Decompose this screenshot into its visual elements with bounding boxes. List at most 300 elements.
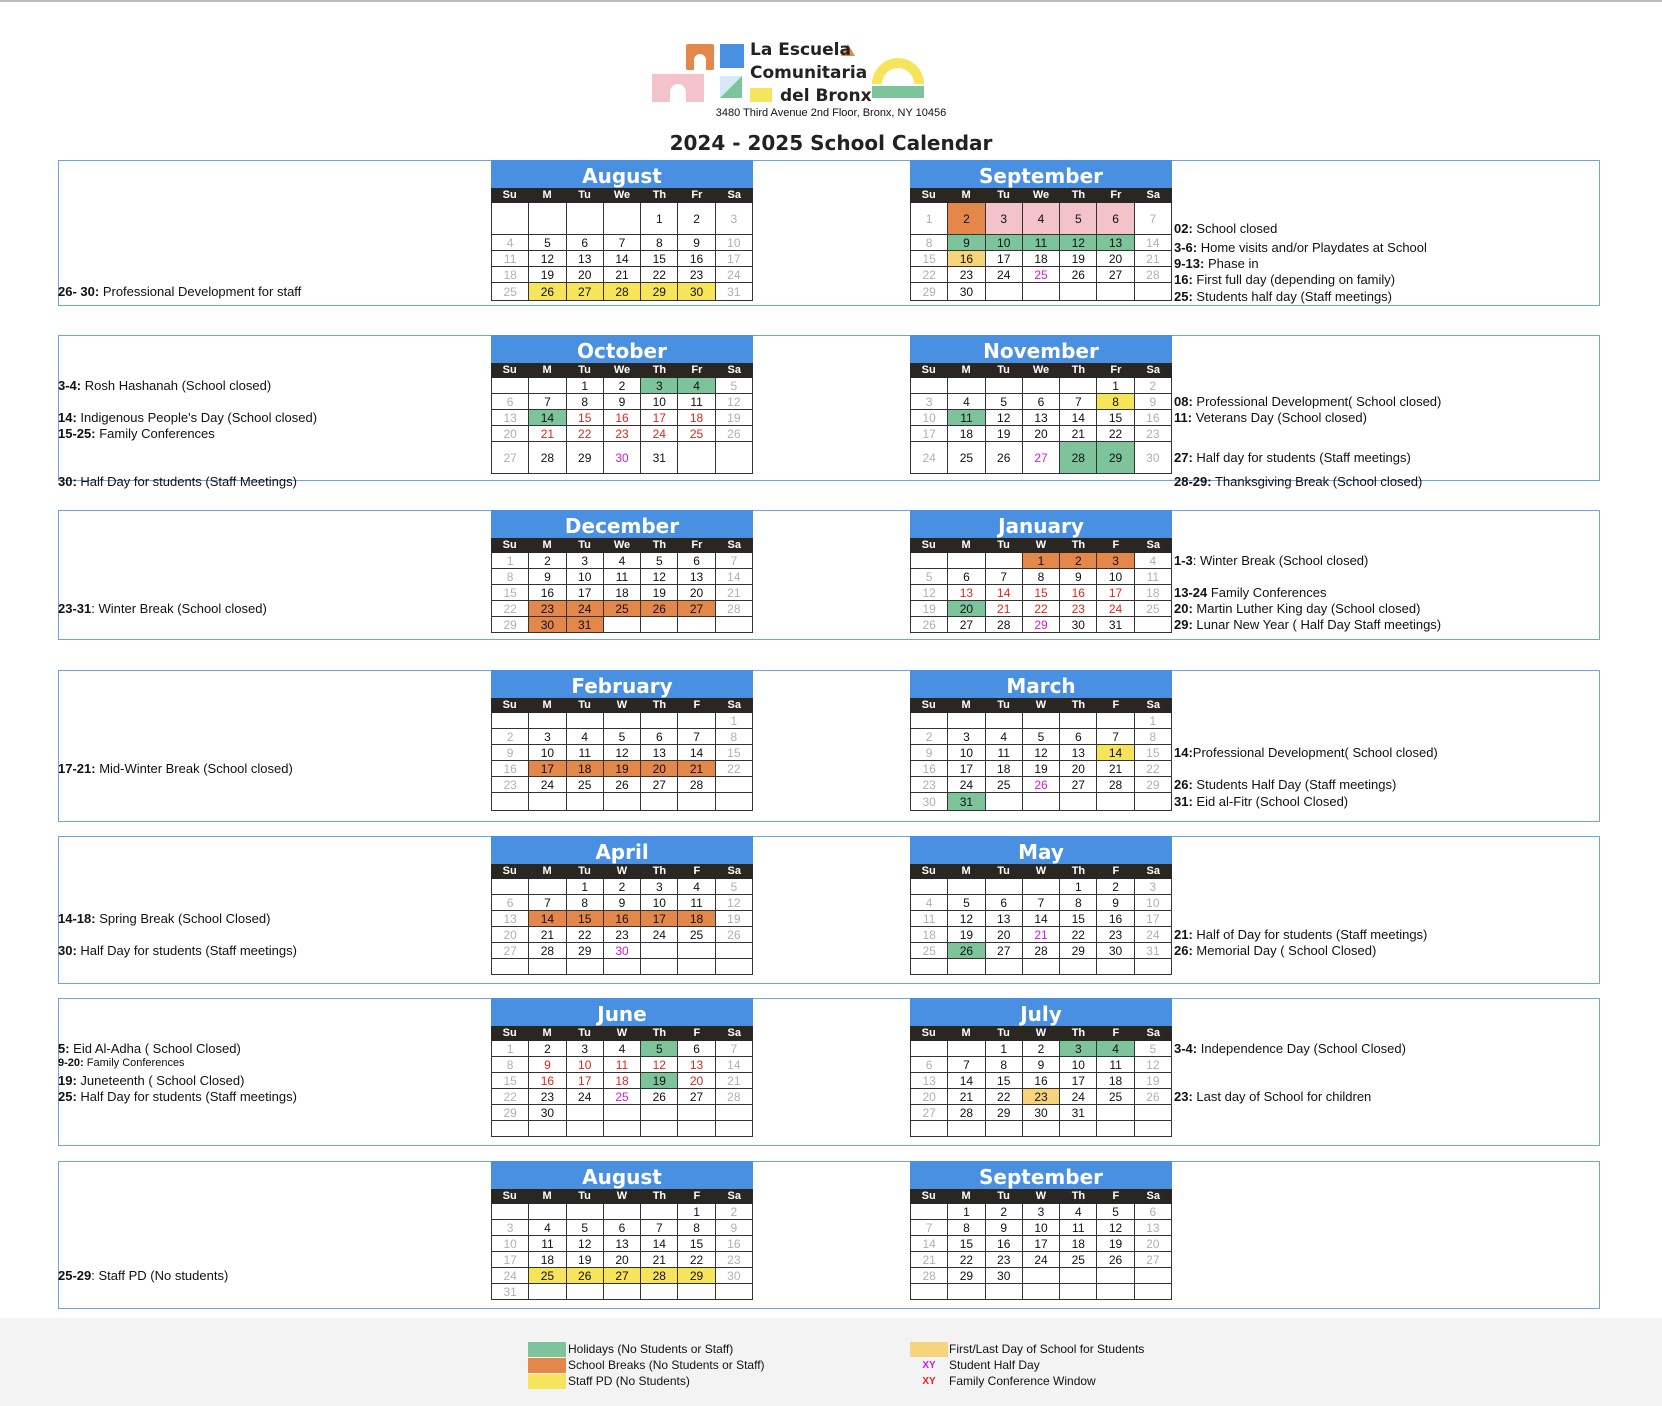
calendar-note bbox=[58, 426, 215, 441]
weekday-label: Sa bbox=[727, 865, 741, 877]
month-calendar bbox=[910, 670, 1172, 811]
day-cell: 17 bbox=[492, 1252, 529, 1268]
day-cell: 30 bbox=[911, 793, 948, 811]
day-cell bbox=[1060, 1284, 1097, 1300]
day-cell bbox=[1060, 1121, 1097, 1137]
day-cell: 13 bbox=[986, 911, 1023, 927]
note-date-range: 14: bbox=[1174, 745, 1193, 760]
day-cell: 2 bbox=[948, 203, 985, 235]
note-date-range: 30: bbox=[58, 943, 77, 958]
legend-firstlast-swatch bbox=[910, 1342, 948, 1357]
day-cell bbox=[641, 1121, 678, 1137]
calendar-note bbox=[1174, 410, 1367, 425]
weekday-label: W bbox=[616, 865, 628, 877]
day-cell: 24 bbox=[1097, 601, 1134, 617]
day-cell bbox=[716, 793, 753, 811]
day-cell: 8 bbox=[567, 895, 604, 911]
note-date-range: 5: bbox=[58, 1041, 70, 1056]
day-cell: 4 bbox=[604, 1041, 641, 1057]
day-cell: 10 bbox=[1023, 1220, 1060, 1236]
day-cell: 18 bbox=[678, 410, 715, 426]
note-date-range: 3-4: bbox=[58, 378, 82, 393]
day-cell: 17 bbox=[716, 251, 753, 267]
calendar-note bbox=[58, 1089, 297, 1104]
day-cell bbox=[641, 1105, 678, 1121]
day-cell bbox=[1097, 283, 1134, 301]
day-cell: 30 bbox=[529, 617, 566, 633]
weekday-label: Su bbox=[921, 699, 936, 711]
day-cell: 4 bbox=[529, 1220, 566, 1236]
day-cell: 2 bbox=[492, 729, 529, 745]
note-date-range: 23-31 bbox=[58, 601, 92, 616]
weekday-label: Th bbox=[652, 699, 667, 711]
weekday-label: Tu bbox=[578, 189, 591, 201]
day-cell: 20 bbox=[986, 927, 1023, 943]
day-cell: 29 bbox=[1097, 442, 1134, 474]
day-cell: 31 bbox=[492, 1284, 529, 1300]
note-description: Home visits and/or Playdates at School bbox=[1197, 239, 1427, 255]
day-cell: 24 bbox=[1135, 927, 1172, 943]
weekday-label: Sa bbox=[727, 189, 741, 201]
note-date-range: 02: bbox=[1174, 220, 1193, 236]
day-cell: 2 bbox=[604, 879, 641, 895]
day-cell: 11 bbox=[567, 745, 604, 761]
weekday-label: Fr bbox=[691, 364, 703, 376]
day-grid bbox=[910, 1204, 1172, 1300]
day-cell: 4 bbox=[1060, 1204, 1097, 1220]
day-cell: 22 bbox=[1097, 426, 1134, 442]
weekday-label: F bbox=[693, 1190, 701, 1202]
day-cell: 19 bbox=[604, 761, 641, 777]
day-cell: 11 bbox=[911, 911, 948, 927]
day-cell: 5 bbox=[529, 235, 566, 251]
day-cell: 14 bbox=[716, 1057, 753, 1073]
day-cell: 3 bbox=[911, 394, 948, 410]
calendar-note bbox=[58, 378, 271, 393]
weekday-label: Tu bbox=[997, 364, 1010, 376]
day-cell: 25 bbox=[911, 943, 948, 959]
day-cell: 6 bbox=[567, 235, 604, 251]
weekday-label: Th bbox=[1071, 364, 1086, 376]
note-date-range: 28-29: bbox=[1174, 474, 1212, 489]
day-cell: 12 bbox=[1023, 745, 1060, 761]
day-cell: 31 bbox=[1097, 617, 1134, 633]
month-calendar bbox=[491, 836, 753, 975]
day-cell: 21 bbox=[1097, 761, 1134, 777]
note-date-range: 15-25: bbox=[58, 426, 96, 441]
logo-orange-arch-icon bbox=[686, 44, 714, 70]
day-cell: 17 bbox=[986, 251, 1023, 267]
day-cell: 16 bbox=[986, 1236, 1023, 1252]
day-cell: 25 bbox=[492, 283, 529, 301]
day-cell: 3 bbox=[529, 729, 566, 745]
weekday-label: Tu bbox=[578, 539, 591, 551]
day-cell: 12 bbox=[986, 410, 1023, 426]
day-cell bbox=[492, 879, 529, 895]
day-cell: 19 bbox=[716, 911, 753, 927]
month-calendar bbox=[910, 836, 1172, 975]
weekday-label: M bbox=[961, 189, 971, 201]
weekday-label: Tu bbox=[997, 539, 1010, 551]
note-description: School closed bbox=[1192, 220, 1278, 236]
weekday-label: Th bbox=[652, 539, 667, 551]
day-cell: 24 bbox=[641, 927, 678, 943]
day-cell: 4 bbox=[948, 394, 985, 410]
day-cell: 1 bbox=[1135, 713, 1172, 729]
weekday-label: M bbox=[961, 1190, 971, 1202]
day-cell: 3 bbox=[641, 378, 678, 394]
day-cell: 29 bbox=[1135, 777, 1172, 793]
weekday-label: Sa bbox=[727, 1027, 741, 1039]
day-cell: 14 bbox=[948, 1073, 985, 1089]
day-cell: 9 bbox=[911, 745, 948, 761]
day-cell: 9 bbox=[492, 745, 529, 761]
day-cell: 31 bbox=[716, 283, 753, 301]
day-cell: 24 bbox=[492, 1268, 529, 1284]
day-cell: 12 bbox=[641, 569, 678, 585]
day-cell: 23 bbox=[492, 777, 529, 793]
day-cell: 8 bbox=[492, 569, 529, 585]
day-cell: 14 bbox=[529, 911, 566, 927]
day-cell: 23 bbox=[1060, 601, 1097, 617]
day-cell: 28 bbox=[911, 1268, 948, 1284]
day-cell: 20 bbox=[948, 601, 985, 617]
weekday-label: Tu bbox=[997, 1027, 1010, 1039]
day-cell: 28 bbox=[641, 1268, 678, 1284]
day-cell bbox=[1060, 713, 1097, 729]
day-cell: 10 bbox=[641, 394, 678, 410]
day-cell: 26 bbox=[1135, 1089, 1172, 1105]
day-cell: 10 bbox=[948, 745, 985, 761]
day-cell: 23 bbox=[529, 601, 566, 617]
day-cell bbox=[678, 442, 715, 474]
day-grid bbox=[491, 203, 753, 301]
day-cell: 22 bbox=[716, 761, 753, 777]
day-cell: 12 bbox=[604, 745, 641, 761]
day-cell: 15 bbox=[641, 251, 678, 267]
weekday-header bbox=[910, 1026, 1172, 1041]
day-cell: 9 bbox=[948, 235, 985, 251]
day-cell: 9 bbox=[529, 569, 566, 585]
day-cell bbox=[986, 713, 1023, 729]
note-description: Veterans Day (School closed) bbox=[1192, 410, 1367, 425]
day-cell: 10 bbox=[529, 745, 566, 761]
day-cell: 17 bbox=[1023, 1236, 1060, 1252]
day-cell: 18 bbox=[492, 267, 529, 283]
day-cell bbox=[604, 1121, 641, 1137]
day-cell: 26 bbox=[986, 442, 1023, 474]
calendar-note bbox=[1174, 745, 1438, 760]
day-cell: 7 bbox=[604, 235, 641, 251]
note-description: Half Day for students (Staff meetings) bbox=[76, 943, 297, 958]
weekday-label: Th bbox=[652, 189, 667, 201]
weekday-label: Tu bbox=[997, 1190, 1010, 1202]
day-cell: 29 bbox=[492, 617, 529, 633]
day-cell: 19 bbox=[716, 410, 753, 426]
day-cell: 26 bbox=[1097, 1252, 1134, 1268]
day-cell: 9 bbox=[604, 895, 641, 911]
day-cell: 4 bbox=[1023, 203, 1060, 235]
day-cell: 22 bbox=[911, 267, 948, 283]
day-cell: 8 bbox=[1135, 729, 1172, 745]
day-cell: 20 bbox=[1060, 761, 1097, 777]
day-cell: 21 bbox=[678, 761, 715, 777]
day-cell bbox=[986, 283, 1023, 301]
day-cell: 7 bbox=[948, 1057, 985, 1073]
day-cell: 8 bbox=[1023, 569, 1060, 585]
calendar-section bbox=[58, 998, 1600, 1146]
weekday-label: Sa bbox=[727, 539, 741, 551]
calendar-note bbox=[1174, 289, 1392, 304]
day-cell: 29 bbox=[641, 283, 678, 301]
weekday-label: Sa bbox=[727, 364, 741, 376]
day-cell: 19 bbox=[1135, 1073, 1172, 1089]
day-cell: 13 bbox=[1060, 745, 1097, 761]
day-cell: 27 bbox=[948, 617, 985, 633]
day-cell: 23 bbox=[948, 267, 985, 283]
day-cell: 13 bbox=[678, 569, 715, 585]
note-description: Independence Day (School Closed) bbox=[1197, 1041, 1406, 1056]
day-cell: 18 bbox=[948, 426, 985, 442]
day-cell: 31 bbox=[1060, 1105, 1097, 1121]
day-cell: 30 bbox=[716, 1268, 753, 1284]
weekday-label: M bbox=[542, 539, 552, 551]
day-cell: 17 bbox=[948, 761, 985, 777]
weekday-label: We bbox=[613, 364, 631, 376]
day-cell: 20 bbox=[567, 267, 604, 283]
month-title: October bbox=[491, 335, 753, 363]
day-cell: 15 bbox=[492, 585, 529, 601]
weekday-label: Tu bbox=[997, 699, 1010, 711]
day-cell: 1 bbox=[716, 713, 753, 729]
note-date-range: 14: bbox=[58, 410, 77, 425]
day-cell: 6 bbox=[492, 394, 529, 410]
weekday-label: Th bbox=[652, 364, 667, 376]
day-cell: 14 bbox=[1097, 745, 1134, 761]
day-cell: 30 bbox=[604, 943, 641, 959]
calendar-note bbox=[58, 943, 297, 958]
day-cell: 4 bbox=[492, 235, 529, 251]
day-cell bbox=[716, 617, 753, 633]
weekday-label: M bbox=[961, 1027, 971, 1039]
legend-holiday-swatch bbox=[528, 1342, 566, 1357]
legend-break-label: School Breaks (No Students or Staff) bbox=[568, 1358, 765, 1372]
note-description: Eid Al-Adha ( School Closed) bbox=[69, 1041, 241, 1056]
day-cell: 29 bbox=[986, 1105, 1023, 1121]
weekday-label: F bbox=[1112, 539, 1120, 551]
day-cell bbox=[529, 713, 566, 729]
note-date-range: 17-21: bbox=[58, 761, 96, 776]
day-cell: 3 bbox=[641, 879, 678, 895]
day-cell: 28 bbox=[1097, 777, 1134, 793]
day-cell: 13 bbox=[1135, 1220, 1172, 1236]
day-cell: 9 bbox=[678, 235, 715, 251]
day-cell bbox=[1135, 1121, 1172, 1137]
weekday-label: W bbox=[616, 1190, 628, 1202]
weekday-header bbox=[491, 188, 753, 203]
weekday-label: Sa bbox=[1146, 1027, 1160, 1039]
school-logo bbox=[688, 42, 978, 108]
day-cell bbox=[529, 1121, 566, 1137]
day-cell bbox=[986, 879, 1023, 895]
day-cell: 3 bbox=[948, 729, 985, 745]
weekday-label: Su bbox=[921, 1027, 936, 1039]
day-cell bbox=[1023, 378, 1060, 394]
day-cell: 22 bbox=[1060, 927, 1097, 943]
note-description: Juneteenth ( School Closed) bbox=[76, 1073, 245, 1088]
logo-line-1: La Escuela bbox=[750, 40, 851, 60]
day-cell: 18 bbox=[529, 1252, 566, 1268]
day-cell: 3 bbox=[1135, 879, 1172, 895]
calendar-note bbox=[1174, 256, 1259, 271]
day-cell: 13 bbox=[641, 745, 678, 761]
day-cell: 25 bbox=[986, 777, 1023, 793]
day-cell: 19 bbox=[1060, 251, 1097, 267]
day-cell: 30 bbox=[1023, 1105, 1060, 1121]
weekday-header bbox=[910, 538, 1172, 553]
note-description: Professional Development for staff bbox=[99, 284, 302, 299]
calendar-note bbox=[58, 410, 317, 425]
weekday-label: Fr bbox=[691, 189, 703, 201]
day-cell: 14 bbox=[678, 745, 715, 761]
day-cell: 27 bbox=[911, 1105, 948, 1121]
calendar-note bbox=[58, 284, 301, 299]
note-description: Family Conferences bbox=[95, 426, 215, 441]
day-cell: 23 bbox=[1023, 1089, 1060, 1105]
day-grid bbox=[910, 713, 1172, 811]
day-cell: 12 bbox=[529, 251, 566, 267]
day-cell: 4 bbox=[986, 729, 1023, 745]
day-cell bbox=[1097, 713, 1134, 729]
note-date-range: 26: bbox=[1174, 943, 1193, 958]
day-cell: 30 bbox=[948, 283, 985, 301]
month-title: May bbox=[910, 836, 1172, 864]
calendar-note bbox=[1174, 927, 1427, 942]
day-cell: 10 bbox=[1097, 569, 1134, 585]
weekday-header bbox=[910, 864, 1172, 879]
day-cell: 12 bbox=[641, 1057, 678, 1073]
month-title: August bbox=[491, 160, 753, 188]
day-cell: 28 bbox=[716, 601, 753, 617]
day-cell bbox=[567, 713, 604, 729]
month-calendar bbox=[491, 160, 753, 301]
day-cell: 27 bbox=[1097, 267, 1134, 283]
day-cell bbox=[948, 1284, 985, 1300]
month-title: June bbox=[491, 998, 753, 1026]
day-cell: 1 bbox=[986, 1041, 1023, 1057]
day-cell: 7 bbox=[1135, 203, 1172, 235]
calendar-note bbox=[1174, 394, 1441, 409]
day-cell bbox=[641, 1204, 678, 1220]
weekday-label: Su bbox=[502, 189, 517, 201]
day-cell bbox=[678, 617, 715, 633]
day-cell: 3 bbox=[716, 203, 753, 235]
day-cell: 11 bbox=[1023, 235, 1060, 251]
day-cell: 7 bbox=[911, 1220, 948, 1236]
weekday-label: Sa bbox=[1146, 189, 1160, 201]
weekday-header bbox=[491, 1026, 753, 1041]
day-cell bbox=[492, 959, 529, 975]
month-calendar bbox=[491, 670, 753, 811]
weekday-header bbox=[910, 188, 1172, 203]
day-cell: 1 bbox=[492, 553, 529, 569]
weekday-label: M bbox=[961, 699, 971, 711]
day-cell bbox=[986, 553, 1023, 569]
day-cell: 12 bbox=[911, 585, 948, 601]
day-cell: 2 bbox=[678, 203, 715, 235]
day-cell bbox=[1135, 617, 1172, 633]
day-cell: 15 bbox=[492, 1073, 529, 1089]
weekday-label: W bbox=[1035, 1027, 1047, 1039]
day-cell: 23 bbox=[1135, 426, 1172, 442]
month-calendar bbox=[910, 1161, 1172, 1300]
day-cell: 3 bbox=[567, 1041, 604, 1057]
day-cell: 17 bbox=[911, 426, 948, 442]
day-cell: 8 bbox=[948, 1220, 985, 1236]
weekday-label: Tu bbox=[578, 364, 591, 376]
day-cell: 14 bbox=[604, 251, 641, 267]
month-title: September bbox=[910, 160, 1172, 188]
day-cell: 20 bbox=[492, 927, 529, 943]
day-cell bbox=[986, 1121, 1023, 1137]
weekday-label: Su bbox=[921, 865, 936, 877]
day-cell: 2 bbox=[986, 1204, 1023, 1220]
day-cell: 16 bbox=[716, 1236, 753, 1252]
day-cell: 2 bbox=[529, 1041, 566, 1057]
calendar-note bbox=[1174, 1089, 1371, 1104]
day-cell bbox=[492, 378, 529, 394]
day-cell: 16 bbox=[529, 1073, 566, 1089]
day-cell: 24 bbox=[986, 267, 1023, 283]
day-cell: 15 bbox=[567, 410, 604, 426]
calendar-note bbox=[1174, 601, 1420, 616]
day-cell: 26 bbox=[641, 1089, 678, 1105]
day-cell bbox=[716, 1105, 753, 1121]
weekday-label: Tu bbox=[578, 1190, 591, 1202]
day-cell bbox=[1023, 1284, 1060, 1300]
note-description: Students half day (Staff meetings) bbox=[1192, 289, 1392, 305]
day-cell: 21 bbox=[529, 426, 566, 442]
day-cell: 27 bbox=[604, 1268, 641, 1284]
day-cell: 27 bbox=[492, 943, 529, 959]
weekday-label: Tu bbox=[578, 865, 591, 877]
day-cell bbox=[1023, 879, 1060, 895]
day-cell: 18 bbox=[1097, 1073, 1134, 1089]
day-cell: 1 bbox=[567, 879, 604, 895]
note-description: First full day (depending on family) bbox=[1192, 271, 1396, 287]
calendar-section bbox=[58, 836, 1600, 984]
day-cell bbox=[604, 1284, 641, 1300]
day-cell: 25 bbox=[604, 1089, 641, 1105]
note-description: Indigenous People's Day (School closed) bbox=[76, 410, 318, 425]
day-cell bbox=[1060, 1268, 1097, 1284]
day-cell: 10 bbox=[1060, 1057, 1097, 1073]
day-cell bbox=[986, 793, 1023, 811]
day-cell bbox=[716, 1284, 753, 1300]
day-cell bbox=[911, 959, 948, 975]
weekday-label: We bbox=[1032, 189, 1050, 201]
day-cell: 8 bbox=[641, 235, 678, 251]
day-cell: 15 bbox=[986, 1073, 1023, 1089]
day-cell: 29 bbox=[1060, 943, 1097, 959]
day-cell: 16 bbox=[948, 251, 985, 267]
calendar-note bbox=[58, 1268, 228, 1283]
note-date-range: 21: bbox=[1174, 927, 1193, 942]
day-cell bbox=[1060, 793, 1097, 811]
weekday-label: W bbox=[1035, 539, 1047, 551]
day-cell bbox=[529, 378, 566, 394]
day-cell: 5 bbox=[716, 378, 753, 394]
